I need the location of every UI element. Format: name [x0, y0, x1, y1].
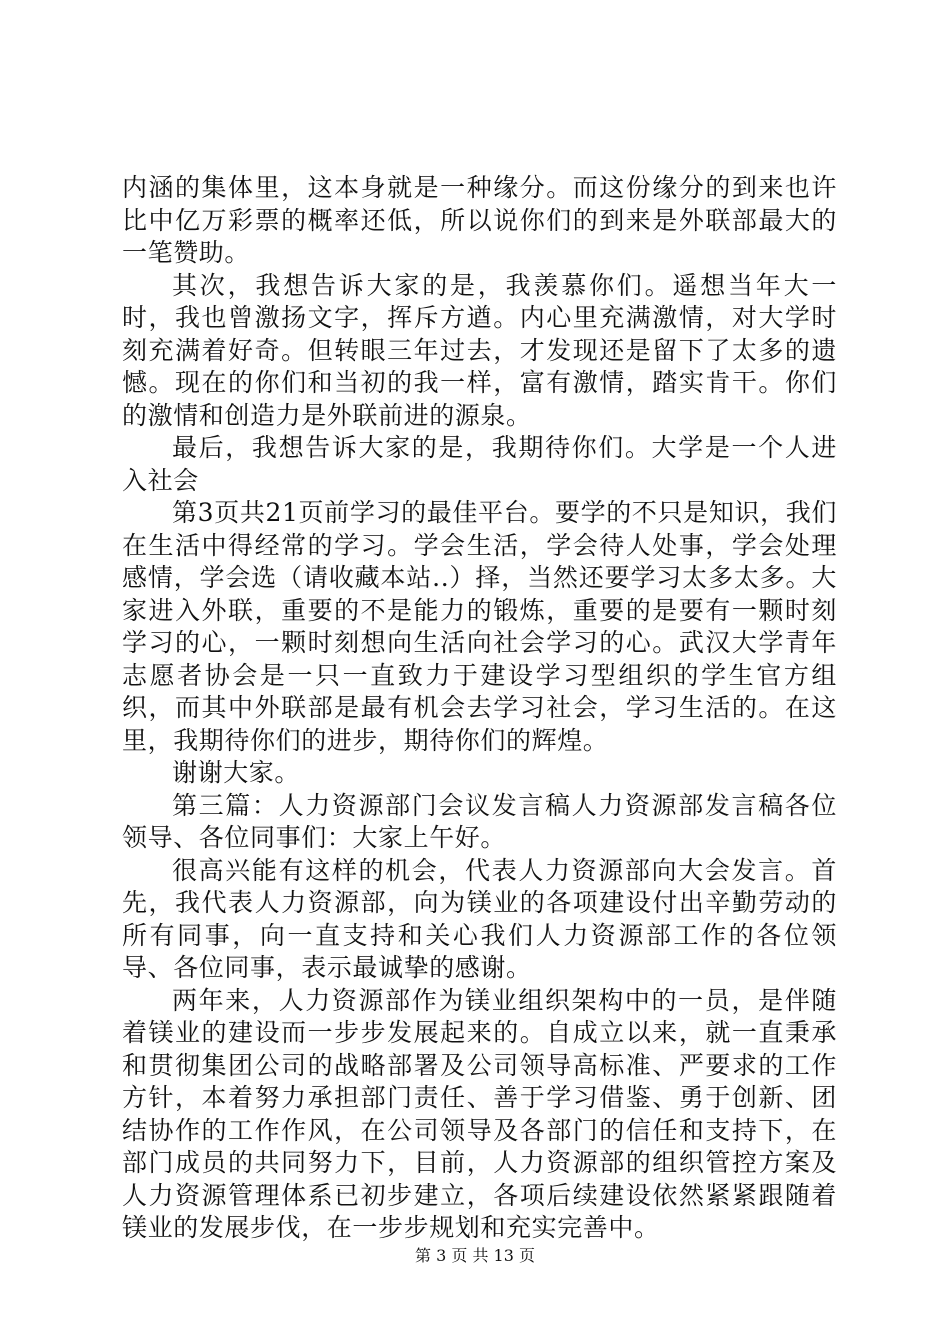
paragraph-4: 第3页共21页前学习的最佳平台。要学的不只是知识，我们在生活中得经常的学习。学会生活，学会待人处事，学会处理感情，学会选（请收藏本站..）择，当然还要学习太多太多。大家进入外联，重要的不是能力的锻炼，重要的是要有一颗时刻学习的心，一颗时刻想向生活向社会学习的心。武汉大学青年志愿者协会是一只一直致力于建设学习型组织的学生官方组织，而其中外联部是最有机会去学习社会，学习生活的。在这里，我期待你们的进步，期待你们的辉煌。	[122, 498, 837, 755]
page-number-footer: 第 3 页 共 13 页	[415, 1246, 535, 1265]
paragraph-2: 其次，我想告诉大家的是，我羡慕你们。遥想当年大一时，我也曾激扬文字，挥斥方遒。内心里充满激情，对大学时刻充满着好奇。但转眼三年过去，才发现还是留下了太多的遗憾。现在的你们和当初的我一样，富有激情，踏实肯干。你们的激情和创造力是外联前进的源泉。	[122, 270, 837, 430]
paragraph-7: 很高兴能有这样的机会，代表人力资源部向大会发言。首先，我代表人力资源部，向为镁业的各项建设付出辛勤劳动的所有同事，向一直支持和关心我们人力资源部工作的各位领导、各位同事，表示最诚挚的感谢。	[122, 855, 837, 982]
paragraph-3: 最后，我想告诉大家的是，我期待你们。大学是一个人进入社会	[122, 433, 837, 495]
paragraph-1: 内涵的集体里，这本身就是一种缘分。而这份缘分的到来也许比中亿万彩票的概率还低，所以说你们的到来是外联部最大的一笔赞助。	[122, 173, 837, 267]
paragraph-6: 第三篇：人力资源部门会议发言稿人力资源部发言稿各位领导、各位同事们：大家上午好。	[122, 790, 837, 852]
paragraph-8: 两年来，人力资源部作为镁业组织架构中的一员，是伴随着镁业的建设而一步步发展起来的。自成立以来，就一直秉承和贯彻集团公司的战略部署及公司领导高标准、严要求的工作方针，本着努力承担部门责任、善于学习借鉴、勇于创新、团结协作的工作作风，在公司领导及各部门的信任和支持下，在部门成员的共同努力下，目前，人力资源部的组织管控方案及人力资源管理体系已初步建立，各项后续建设依然紧紧跟随着镁业的发展步伐，在一步步规划和充实完善中。	[122, 985, 837, 1242]
paragraph-5: 谢谢大家。	[172, 758, 301, 787]
document-body	[122, 172, 837, 1245]
